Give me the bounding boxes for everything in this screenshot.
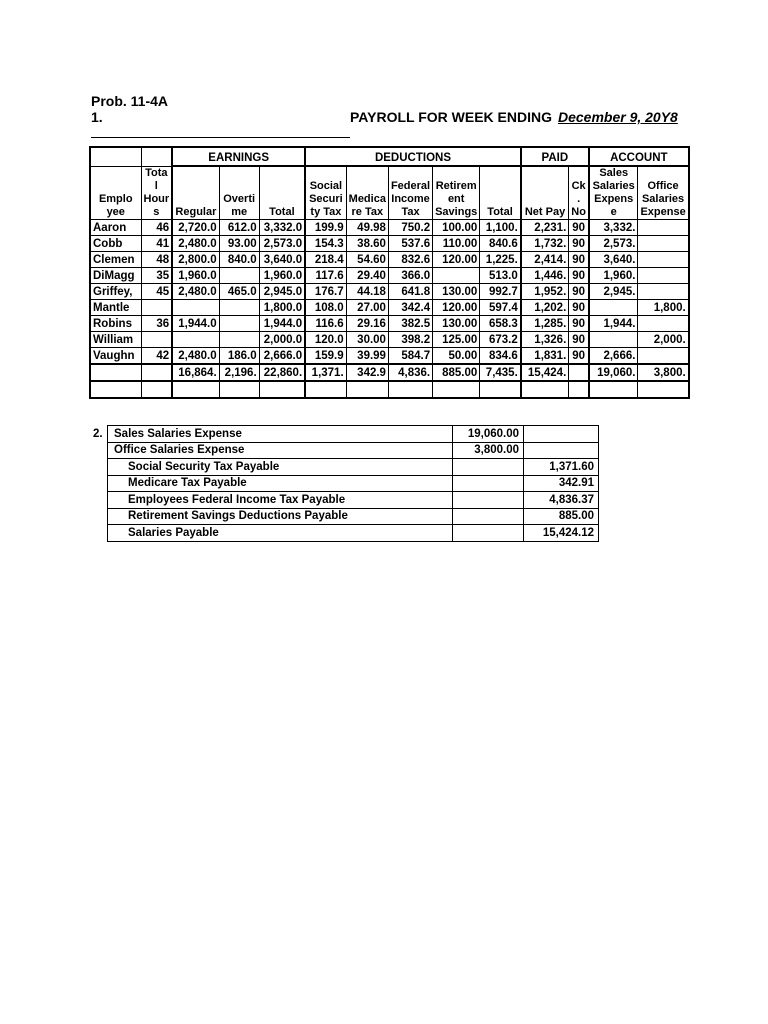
credit-amount: 885.00: [524, 508, 599, 525]
table-cell: 29.40: [346, 268, 388, 284]
payroll-title-text: PAYROLL FOR WEEK ENDING: [350, 109, 552, 125]
table-cell: 2,480.0: [172, 348, 219, 365]
table-cell: 2,480.0: [172, 284, 219, 300]
blank-row: [90, 381, 689, 398]
debit-amount: 3,800.00: [453, 442, 524, 459]
table-row: [90, 236, 689, 252]
employee-cell: Vaughn: [90, 348, 141, 365]
credit-amount: 1,371.60: [524, 459, 599, 476]
table-cell: 1,326.: [521, 332, 569, 348]
table-cell: 366.0: [388, 268, 432, 284]
table-cell: [90, 381, 141, 398]
table-cell: [589, 332, 638, 348]
table-cell: [141, 381, 172, 398]
debit-amount: [453, 459, 524, 476]
column-header: Federal Income Tax: [388, 166, 432, 220]
table-cell: 834.6: [480, 348, 521, 365]
table-cell: [141, 332, 172, 348]
table-cell: [638, 252, 689, 268]
table-cell: [638, 348, 689, 365]
table-cell: 513.0: [480, 268, 521, 284]
credit-amount: 15,424.12: [524, 525, 599, 542]
table-cell: 1,285.: [521, 316, 569, 332]
table-cell: 537.6: [388, 236, 432, 252]
table-cell: 41: [141, 236, 172, 252]
table-cell: 3,332.: [589, 220, 638, 236]
table-cell: 35: [141, 268, 172, 284]
blank-header-cell: [141, 147, 172, 166]
credit-amount: [524, 426, 599, 443]
table-cell: 154.3: [305, 236, 346, 252]
table-cell: 1,371.: [305, 364, 346, 381]
table-cell: 832.6: [388, 252, 432, 268]
column-header: Social Securi ty Tax: [305, 166, 346, 220]
table-cell: 90: [569, 332, 589, 348]
journal-rows: [108, 426, 599, 542]
table-cell: 4,836.: [388, 364, 432, 381]
table-cell: 218.4: [305, 252, 346, 268]
paid-group-header: PAID: [521, 147, 589, 166]
table-cell: [346, 381, 388, 398]
table-cell: 90: [569, 268, 589, 284]
table-row: [90, 300, 689, 316]
table-cell: [219, 316, 259, 332]
table-cell: 39.99: [346, 348, 388, 365]
table-cell: 342.9: [346, 364, 388, 381]
table-cell: 90: [569, 220, 589, 236]
table-cell: 382.5: [388, 316, 432, 332]
credit-amount: 4,836.37: [524, 492, 599, 509]
table-cell: 1,944.0: [259, 316, 305, 332]
table-cell: 45: [141, 284, 172, 300]
column-header: Office Salaries Expense: [638, 166, 689, 220]
table-cell: 3,640.0: [259, 252, 305, 268]
table-cell: 1,960.0: [172, 268, 219, 284]
table-cell: 1,800.0: [259, 300, 305, 316]
table-cell: 199.9: [305, 220, 346, 236]
journal-line: [108, 442, 599, 459]
table-cell: 117.6: [305, 268, 346, 284]
account-name: Sales Salaries Expense: [108, 426, 453, 443]
table-cell: 3,800.: [638, 364, 689, 381]
account-name: Office Salaries Expense: [108, 442, 453, 459]
table-cell: [141, 364, 172, 381]
employee-cell: [90, 364, 141, 381]
column-header: Overti me: [219, 166, 259, 220]
table-cell: [433, 381, 480, 398]
account-name: Medicare Tax Payable: [108, 475, 453, 492]
totals-row: [90, 364, 689, 381]
table-cell: 465.0: [219, 284, 259, 300]
table-cell: 16,864.: [172, 364, 219, 381]
journal-entry: [107, 425, 599, 542]
table-cell: 120.00: [433, 300, 480, 316]
table-row: [90, 220, 689, 236]
journal-line: [108, 475, 599, 492]
table-cell: 100.00: [433, 220, 480, 236]
table-cell: 2,945.0: [259, 284, 305, 300]
table-cell: 90: [569, 348, 589, 365]
table-cell: 2,573.: [589, 236, 638, 252]
table-cell: 992.7: [480, 284, 521, 300]
table-cell: 840.6: [480, 236, 521, 252]
table-cell: 2,231.: [521, 220, 569, 236]
table-cell: 1,100.: [480, 220, 521, 236]
table-cell: 2,480.0: [172, 236, 219, 252]
table-cell: 2,666.0: [259, 348, 305, 365]
employee-cell: Aaron: [90, 220, 141, 236]
table-row: [90, 268, 689, 284]
employee-cell: Cobb: [90, 236, 141, 252]
table-cell: [219, 268, 259, 284]
table-cell: 1,944.0: [172, 316, 219, 332]
account-name: Social Security Tax Payable: [108, 459, 453, 476]
table-cell: 30.00: [346, 332, 388, 348]
deductions-group-header: DEDUCTIONS: [305, 147, 521, 166]
journal-line: [108, 525, 599, 542]
table-cell: 1,952.: [521, 284, 569, 300]
column-header: Tota l Hour s: [141, 166, 172, 220]
table-cell: 116.6: [305, 316, 346, 332]
table-cell: 1,732.: [521, 236, 569, 252]
table-cell: 93.00: [219, 236, 259, 252]
table-cell: 42: [141, 348, 172, 365]
week-ending-date: December 9, 20Y8: [557, 109, 678, 125]
employee-cell: DiMagg: [90, 268, 141, 284]
column-header: Emplo yee: [90, 166, 141, 220]
table-cell: 186.0: [219, 348, 259, 365]
table-cell: 108.0: [305, 300, 346, 316]
column-header: Total: [259, 166, 305, 220]
group-header-row: [90, 147, 689, 166]
table-row: [90, 252, 689, 268]
part-1-label: 1.: [91, 109, 103, 125]
debit-amount: 19,060.00: [453, 426, 524, 443]
payroll-title: [350, 109, 678, 125]
table-cell: 1,225.: [480, 252, 521, 268]
debit-amount: [453, 525, 524, 542]
table-cell: 19,060.: [589, 364, 638, 381]
table-cell: 840.0: [219, 252, 259, 268]
table-cell: 7,435.: [480, 364, 521, 381]
table-cell: 90: [569, 300, 589, 316]
table-cell: 130.00: [433, 316, 480, 332]
table-cell: 50.00: [433, 348, 480, 365]
table-row: [90, 316, 689, 332]
table-cell: 1,446.: [521, 268, 569, 284]
table-cell: 2,000.: [638, 332, 689, 348]
table-cell: 49.98: [346, 220, 388, 236]
table-cell: [638, 284, 689, 300]
journal-line: [108, 508, 599, 525]
table-cell: [172, 381, 219, 398]
table-cell: [521, 381, 569, 398]
column-header: Sales Salaries Expens e: [589, 166, 638, 220]
name-underline: [91, 137, 350, 138]
table-cell: [219, 332, 259, 348]
table-cell: 2,196.: [219, 364, 259, 381]
table-cell: 54.60: [346, 252, 388, 268]
problem-label: Prob. 11-4A: [91, 93, 169, 109]
account-group-header: ACCOUNT: [589, 147, 689, 166]
column-header: Retirem ent Savings: [433, 166, 480, 220]
table-cell: [141, 300, 172, 316]
table-cell: 159.9: [305, 348, 346, 365]
table-cell: 2,945.: [589, 284, 638, 300]
table-cell: 36: [141, 316, 172, 332]
employee-cell: Griffey,: [90, 284, 141, 300]
table-cell: [638, 220, 689, 236]
column-header: Net Pay: [521, 166, 569, 220]
table-cell: [638, 316, 689, 332]
table-cell: 22,860.: [259, 364, 305, 381]
debit-amount: [453, 508, 524, 525]
table-cell: 1,831.: [521, 348, 569, 365]
table-row: [90, 332, 689, 348]
table-row: [90, 348, 689, 365]
debit-amount: [453, 492, 524, 509]
table-cell: 2,666.: [589, 348, 638, 365]
earnings-group-header: EARNINGS: [172, 147, 305, 166]
table-cell: 750.2: [388, 220, 432, 236]
journal-line: [108, 459, 599, 476]
account-name: Retirement Savings Deductions Payable: [108, 508, 453, 525]
table-cell: 176.7: [305, 284, 346, 300]
table-cell: [219, 300, 259, 316]
table-cell: 44.18: [346, 284, 388, 300]
table-cell: 90: [569, 284, 589, 300]
table-cell: [388, 381, 432, 398]
table-cell: 48: [141, 252, 172, 268]
column-header: Medica re Tax: [346, 166, 388, 220]
table-cell: 3,332.0: [259, 220, 305, 236]
account-name: Employees Federal Income Tax Payable: [108, 492, 453, 509]
table-cell: 2,720.0: [172, 220, 219, 236]
table-cell: 3,640.: [589, 252, 638, 268]
table-cell: 1,944.: [589, 316, 638, 332]
table-cell: 597.4: [480, 300, 521, 316]
table-cell: [638, 236, 689, 252]
credit-amount: [524, 442, 599, 459]
table-cell: 90: [569, 252, 589, 268]
journal-line: [108, 492, 599, 509]
table-cell: 885.00: [433, 364, 480, 381]
table-cell: 38.60: [346, 236, 388, 252]
table-cell: 673.2: [480, 332, 521, 348]
table-cell: 2,414.: [521, 252, 569, 268]
table-cell: 612.0: [219, 220, 259, 236]
table-cell: 398.2: [388, 332, 432, 348]
column-header: Ck . No: [569, 166, 589, 220]
employee-cell: Robins: [90, 316, 141, 332]
column-header: Regular: [172, 166, 219, 220]
table-cell: 2,800.0: [172, 252, 219, 268]
table-cell: [569, 364, 589, 381]
table-cell: 658.3: [480, 316, 521, 332]
table-cell: 15,424.: [521, 364, 569, 381]
blank-header-cell: [90, 147, 141, 166]
table-cell: [589, 300, 638, 316]
table-cell: 90: [569, 236, 589, 252]
table-cell: 342.4: [388, 300, 432, 316]
table-cell: 90: [569, 316, 589, 332]
table-cell: 1,800.: [638, 300, 689, 316]
table-cell: 1,960.0: [259, 268, 305, 284]
table-cell: 29.16: [346, 316, 388, 332]
table-cell: [259, 381, 305, 398]
table-cell: 641.8: [388, 284, 432, 300]
table-cell: 1,202.: [521, 300, 569, 316]
table-cell: 120.00: [433, 252, 480, 268]
table-cell: 110.00: [433, 236, 480, 252]
employee-cell: Mantle: [90, 300, 141, 316]
column-header-row: [90, 166, 689, 220]
table-cell: 2,573.0: [259, 236, 305, 252]
payroll-rows: [90, 220, 689, 399]
credit-amount: 342.91: [524, 475, 599, 492]
employee-cell: William: [90, 332, 141, 348]
table-cell: [172, 300, 219, 316]
table-cell: 1,960.: [589, 268, 638, 284]
employee-cell: Clemen: [90, 252, 141, 268]
table-cell: [569, 381, 589, 398]
table-cell: [638, 268, 689, 284]
table-row: [90, 284, 689, 300]
account-name: Salaries Payable: [108, 525, 453, 542]
table-cell: [433, 268, 480, 284]
table-cell: 130.00: [433, 284, 480, 300]
table-cell: 2,000.0: [259, 332, 305, 348]
table-cell: [305, 381, 346, 398]
column-header: Total: [480, 166, 521, 220]
table-cell: 120.0: [305, 332, 346, 348]
table-cell: [638, 381, 689, 398]
table-cell: [480, 381, 521, 398]
table-cell: 27.00: [346, 300, 388, 316]
table-cell: [219, 381, 259, 398]
journal-line: [108, 426, 599, 443]
table-cell: 584.7: [388, 348, 432, 365]
part-2-label: 2.: [93, 428, 103, 440]
debit-amount: [453, 475, 524, 492]
table-cell: 46: [141, 220, 172, 236]
table-cell: 125.00: [433, 332, 480, 348]
table-cell: [172, 332, 219, 348]
payroll-register: [89, 146, 690, 399]
table-cell: [589, 381, 638, 398]
